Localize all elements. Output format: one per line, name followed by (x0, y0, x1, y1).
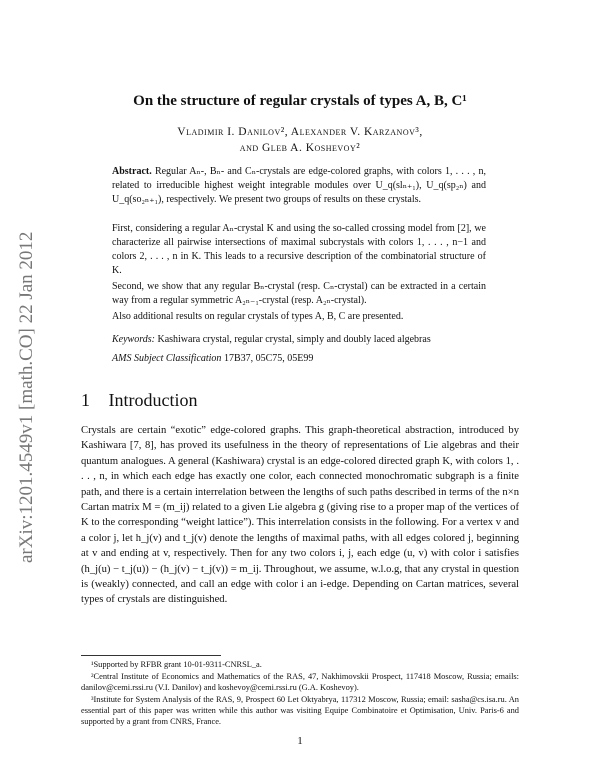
footnote-3: ³Institute for System Analysis of the RAS, 9, Prospect 60 Let Oktyabrya, 117312 Moscow, Russia; email: sasha@cs.isa.ru. An essential part of this paper was written while this author was visiting Equipe Combinatoire et Optimisation, Univ. Paris-6 and supported by a grant from CNRS, France. (81, 695, 519, 726)
arxiv-identifier-stamp (4, 205, 44, 565)
ams-classification (112, 352, 486, 366)
abstract-heading: Abstract. (112, 166, 152, 177)
arxiv-stamp-svg (4, 205, 44, 565)
paper-title: On the structure of regular crystals of types A, B, C¹ (133, 93, 467, 109)
keywords-text: Kashiwara crystal, regular crystal, simply and doubly laced algebras (157, 334, 431, 345)
keywords-label: Keywords: (112, 334, 155, 345)
abstract-p1-text: Regular Aₙ-, Bₙ- and Cₙ-crystals are edge-colored graphs, with colors 1, . . . , n, related to irreducible highest weight integrable modules over U_q(slₙ₊₁), U_q(sp₂ₙ) and U_q(so₂ₙ₊₁), respectively. We present two groups of results on these crystals. (112, 166, 486, 205)
abstract-paragraph-1 (112, 165, 486, 207)
arxiv-id-text: arXiv:1201.4549v1 [math.CO] 22 Jan 2012 (16, 231, 37, 563)
footnotes (81, 659, 519, 728)
abstract-paragraph-2: First, considering a regular Aₙ-crystal K and using the so-called crossing model from [2], we characterize all pairwise intersections of maximal subcrystals with colors 1, . . . , n−1 and colors 2, . . . , n in K. This leads to a recursive description of the combinatorial structure of K. (112, 223, 486, 276)
abstract-paragraph-3: Second, we show that any regular Bₙ-crystal (resp. Cₙ-crystal) can be extracted in a certain way from a regular symmetric A₂ₙ₋₁-crystal (resp. A₂ₙ-crystal). (112, 281, 486, 306)
footnote-1: ¹Supported by RFBR grant 10-01-9311-CNRSL_a. (91, 660, 262, 669)
footnote-rule (81, 655, 221, 656)
ams-label: AMS Subject Classification (112, 353, 222, 364)
introduction-body: Crystals are certain “exotic” edge-colored graphs. This graph-theoretical abstraction, introduced by Kashiwara [7, 8], has proved its usefulness in the theory of representations of Lie algebras and their quantum analogues. A general (Kashiwara) crystal is an edge-colored directed graph K, with colors 1, . . . , n, in which each edge has exactly one color, each connected monochromatic subgraph is a finite path, and there is a certain interrelation between the lengths of such paths described in terms of the n×n Cartan matrix M = (m_ij) related to a given Lie algebra g (giving rise to a proper map of the vertices of K to the corresponding “weight lattice”). This interrelation consists in the following. For a vertex v and a color j, let h_j(v) and t_j(v) denote the lengths of maximal paths, with all edges colored j, beginning at v and ending at v, respectively. Then for any two colors i, j, each edge (u, v) with color i satisfies (h_j(u) − t_j(u)) − (h_j(v) − t_j(v)) = m_ij. Throughout, we assume, w.l.o.g, that any crystal in question is (weakly) connected, and call an edge with color i an i-edge. Depending on Cartan matrices, several types of crystals are distinguished. (81, 425, 519, 606)
section-number: 1 (81, 390, 90, 410)
footnote-2: ²Central Institute of Economics and Mathematics of the RAS, 47, Nakhimovskii Prospect, 117418 Moscow, Russia; emails: danilov@cemi.rssi.ru (V.I. Danilov) and koshevoy@cemi.rssi.ru (G.A. Koshevoy). (81, 672, 519, 692)
ams-codes: 17B37, 05C75, 05E99 (223, 353, 314, 364)
section-title-text: Introduction (108, 390, 198, 410)
keywords (112, 333, 486, 347)
page-number: 1 (297, 735, 303, 747)
authors-line-1: Vladimir I. Danilov², Alexander V. Karzanov³, (177, 126, 423, 138)
author-list (80, 124, 520, 156)
section-heading-introduction (81, 390, 197, 411)
authors-line-2: and Gleb A. Koshevoy² (239, 142, 361, 154)
abstract-paragraph-4: Also additional results on regular crystals of types A, B, C are presented. (112, 311, 404, 322)
